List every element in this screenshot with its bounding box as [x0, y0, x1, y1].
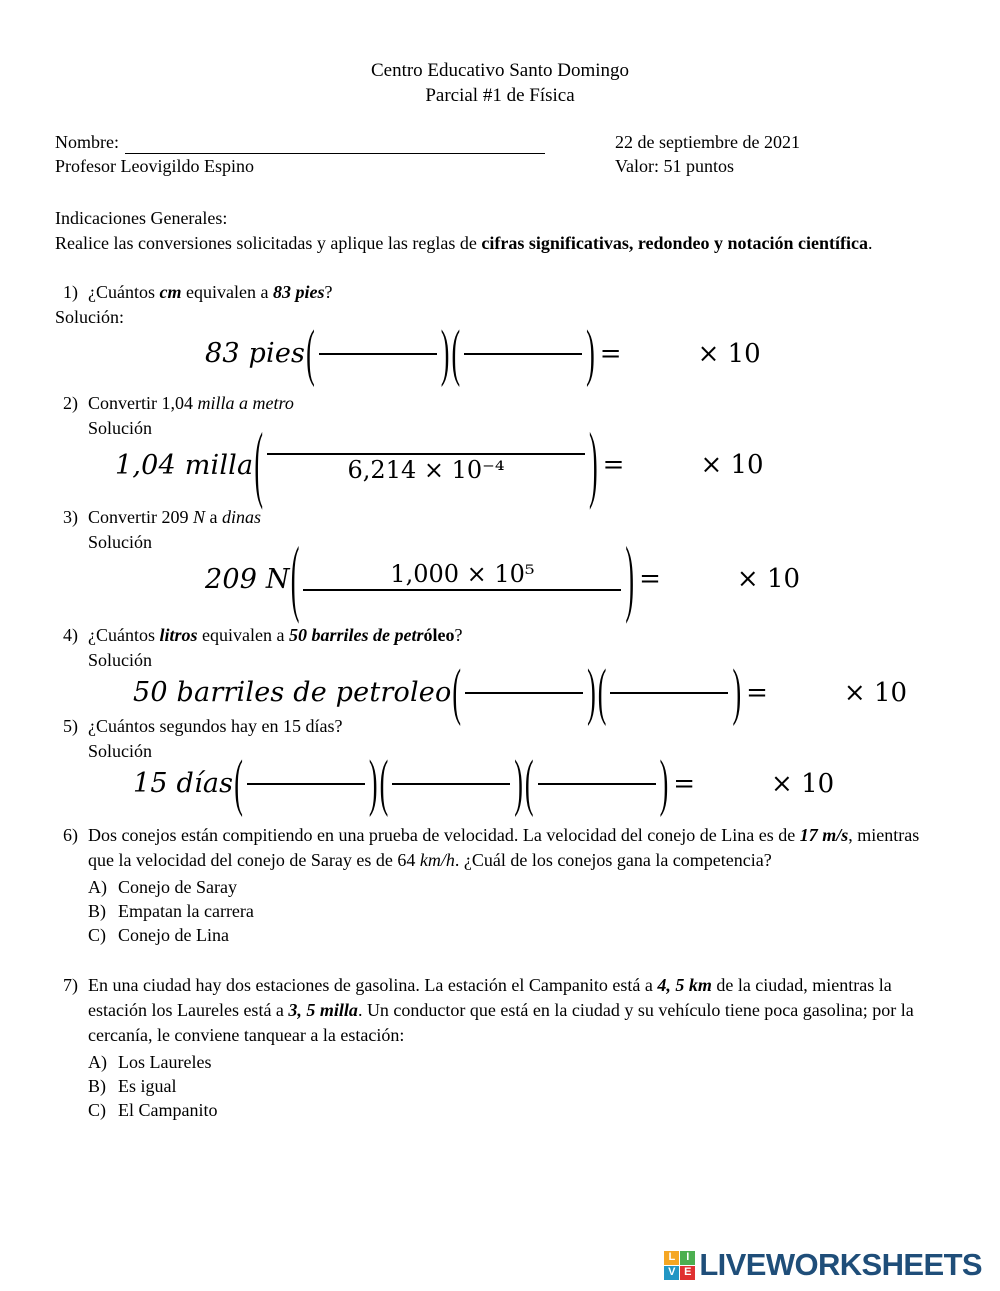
q4-text-3: ?	[454, 625, 463, 645]
q7-text-a: En una ciudad hay dos estaciones de gasolina. La estación el Campanito está a	[88, 975, 658, 995]
question-5-solution-label: Solución	[88, 741, 153, 761]
q2-f1-denominator[interactable]: 6,214 × 10⁻⁴	[347, 456, 505, 484]
question-1-equation	[205, 316, 945, 388]
logo-tile-l: L	[664, 1251, 679, 1265]
name-field-row	[55, 130, 575, 154]
instructions-text	[55, 231, 945, 256]
question-5-number: 5)	[63, 716, 78, 736]
q1-text-2: equivalen a	[181, 282, 273, 302]
q6-option-c[interactable]	[88, 923, 945, 947]
q7-text-e: . Un conductor que está en la ciudad y su vehículo tiene poca gasolina; por la cercanía, le conviene tanquear a la estación:	[88, 1000, 914, 1045]
exam-title: Parcial #1 de Física	[425, 85, 575, 106]
q7-option-c[interactable]	[88, 1098, 945, 1122]
question-5	[55, 714, 945, 764]
q3-lead-term: 209 N	[205, 563, 290, 595]
question-2-solution-label: Solución	[88, 418, 153, 438]
q6-option-b-letter: B)	[88, 901, 106, 921]
q7-option-c-letter: C)	[88, 1100, 106, 1120]
meta-left	[55, 130, 575, 178]
right-paren: )	[659, 746, 669, 818]
question-1-body	[88, 280, 945, 305]
left-paren: (	[234, 746, 243, 818]
q1-unit-cm: cm	[159, 282, 182, 302]
q1-equals-sign: =	[599, 338, 622, 369]
school-title: Centro Educativo Santo Domingo	[370, 60, 630, 81]
left-paren: (	[597, 655, 607, 727]
q6-option-a[interactable]	[88, 875, 945, 899]
left-paren: (	[451, 316, 461, 388]
q5-equals-sign: =	[673, 768, 696, 799]
q7-distance-campanito: 4, 5 km	[657, 975, 712, 995]
q6-option-a-label: Conejo de Saray	[118, 877, 237, 897]
right-paren: )	[587, 655, 596, 727]
question-3-body	[88, 505, 945, 555]
q7-option-c-label: El Campanito	[118, 1100, 218, 1120]
meta-row	[55, 130, 945, 178]
q3-unit-n: N	[193, 507, 206, 527]
q3-fraction-1	[290, 529, 635, 626]
q3-unit-dinas: dinas	[222, 507, 262, 527]
left-paren: (	[452, 655, 462, 727]
question-7-number: 7)	[63, 975, 78, 995]
logo-tile-v: V	[664, 1266, 679, 1280]
question-4-number: 4)	[63, 625, 78, 645]
q2-lead-term: 1,04 milla	[115, 449, 254, 481]
right-paren: )	[368, 746, 378, 818]
question-4-solution-label: Solución	[88, 650, 153, 670]
q5-fraction-2	[379, 746, 524, 818]
name-label: Nombre:	[55, 132, 119, 152]
q2-units: milla a metro	[197, 393, 294, 413]
question-3	[55, 505, 945, 555]
q2-text-1: Convertir 1,04	[88, 393, 198, 413]
q4-times-ten: × 10	[843, 677, 908, 708]
q5-lead-term: 15 días	[133, 768, 234, 799]
fraction-bar	[247, 783, 365, 785]
q6-text-c: , mientras que la velocidad del conejo de Saray es de 64	[88, 825, 920, 870]
q1-lead-term: 83 pies	[205, 338, 306, 369]
question-7-options	[88, 1050, 945, 1122]
question-1-number: 1)	[63, 282, 78, 302]
instructions-heading: Indicaciones Generales:	[55, 208, 228, 228]
q2-times-ten: × 10	[700, 450, 764, 480]
q7-option-a-label: Los Laureles	[118, 1052, 212, 1072]
q4-text-1: ¿Cuántos	[88, 625, 160, 645]
q6-text-a: Dos conejos están compitiendo en una prueba de velocidad. La velocidad del conejo de Lina es de	[88, 825, 800, 845]
points-label: Valor: 51 puntos	[615, 156, 734, 176]
q1-text-1: ¿Cuántos	[88, 282, 160, 302]
q6-option-b-label: Empatan la carrera	[118, 901, 254, 921]
q1-value-pies: 83 pies	[272, 282, 325, 302]
q4-lead-term: 50 barriles de petroleo	[133, 677, 452, 708]
left-paren: (	[290, 529, 300, 626]
q4-fraction-2	[597, 655, 742, 727]
q6-text-e: . ¿Cuál de los conejos gana la competencia?	[454, 850, 772, 870]
instructions-bold-phrase: cifras significativas, redondeo y notación científica	[481, 233, 868, 253]
question-6	[55, 823, 945, 947]
q3-equals-sign: =	[639, 564, 661, 594]
q6-speed-unit-saray: km/h	[419, 850, 455, 870]
instructions-block	[55, 206, 945, 256]
q7-distance-laureles: 3, 5 milla	[288, 1000, 358, 1020]
logo-tiles	[664, 1251, 695, 1280]
q1-times-ten: × 10	[697, 338, 761, 369]
q6-speed-lina: 17 m/s	[799, 825, 849, 845]
q7-option-a-letter: A)	[88, 1052, 107, 1072]
q6-option-a-letter: A)	[88, 877, 107, 897]
fraction-bar	[465, 692, 583, 694]
right-paren: )	[732, 655, 742, 727]
q7-option-b[interactable]	[88, 1074, 945, 1098]
question-1-solution-label: Solución:	[55, 307, 125, 327]
q1-fraction-2	[450, 316, 595, 388]
meta-right	[595, 130, 945, 178]
question-6-options	[88, 875, 945, 947]
question-3-equation	[205, 529, 945, 626]
q3-times-ten: × 10	[736, 564, 801, 594]
professor-label: Profesor Leovigildo Espino	[55, 156, 254, 176]
liveworksheets-logo[interactable]	[664, 1247, 982, 1283]
question-4-equation	[133, 655, 945, 727]
q2-fraction-1	[253, 415, 598, 512]
logo-tile-e: E	[680, 1266, 695, 1280]
logo-tile-i: I	[680, 1251, 695, 1265]
right-paren: )	[586, 316, 595, 388]
question-7	[55, 973, 945, 1122]
instructions-text-after: .	[868, 233, 873, 253]
q5-times-ten: × 10	[771, 768, 835, 799]
q5-fraction-1	[233, 746, 378, 818]
q7-option-b-label: Es igual	[118, 1076, 177, 1096]
q4-value-barriles: 50 barriles de petr	[288, 625, 424, 645]
left-paren: (	[524, 746, 534, 818]
q5-text-1: ¿Cuántos segundos hay en 15 días?	[88, 716, 343, 736]
q7-option-b-letter: B)	[88, 1076, 106, 1096]
question-2	[55, 391, 945, 441]
fraction-bar	[303, 589, 621, 591]
question-5-equation	[133, 746, 945, 818]
fraction-bar	[319, 353, 437, 355]
q1-text-3: ?	[324, 282, 333, 302]
q3-f1-numerator[interactable]: 1,000 × 10⁵	[390, 560, 535, 588]
q4-value-oleo: óleo	[423, 625, 455, 645]
left-paren: (	[379, 746, 389, 818]
q1-fraction-1	[305, 316, 450, 388]
question-2-number: 2)	[63, 393, 78, 413]
q5-fraction-3	[524, 746, 669, 818]
q3-text-2: a	[205, 507, 223, 527]
fraction-bar	[610, 692, 728, 694]
q6-option-c-letter: C)	[88, 925, 106, 945]
left-paren: (	[306, 316, 315, 388]
q3-text-1: Convertir 209	[88, 507, 193, 527]
right-paren: )	[514, 746, 523, 818]
q4-unit-litros: litros	[159, 625, 198, 645]
q2-equals-sign: =	[602, 450, 625, 480]
question-7-body	[88, 973, 945, 1122]
q6-option-c-label: Conejo de Lina	[118, 925, 229, 945]
q4-fraction-1	[451, 655, 596, 727]
logo-wordmark: LIVEWORKSHEETS	[699, 1247, 982, 1282]
q7-text-c: de la ciudad, mientras la estación los Laureles está a	[88, 975, 892, 1020]
right-paren: )	[440, 316, 450, 388]
right-paren: )	[625, 529, 635, 626]
question-1	[55, 280, 945, 305]
q6-option-b[interactable]	[88, 899, 945, 923]
question-6-number: 6)	[63, 825, 78, 845]
q7-option-a[interactable]	[88, 1050, 945, 1074]
question-2-body	[88, 391, 945, 441]
fraction-bar	[392, 783, 510, 785]
left-paren: (	[254, 415, 263, 512]
q4-text-2: equivalen a	[197, 625, 289, 645]
question-3-solution-label: Solución	[88, 532, 153, 552]
fraction-bar	[464, 353, 582, 355]
question-6-body	[88, 823, 945, 947]
q4-equals-sign: =	[746, 677, 768, 708]
question-3-number: 3)	[63, 507, 78, 527]
question-4-body	[88, 623, 945, 673]
name-input-line[interactable]	[125, 136, 545, 154]
instructions-text-before: Realice las conversiones solicitadas y aplique las reglas de	[55, 233, 482, 253]
date-label: 22 de septiembre de 2021	[615, 132, 800, 152]
question-4	[55, 623, 945, 673]
fraction-bar	[538, 783, 656, 785]
right-paren: )	[588, 415, 598, 512]
